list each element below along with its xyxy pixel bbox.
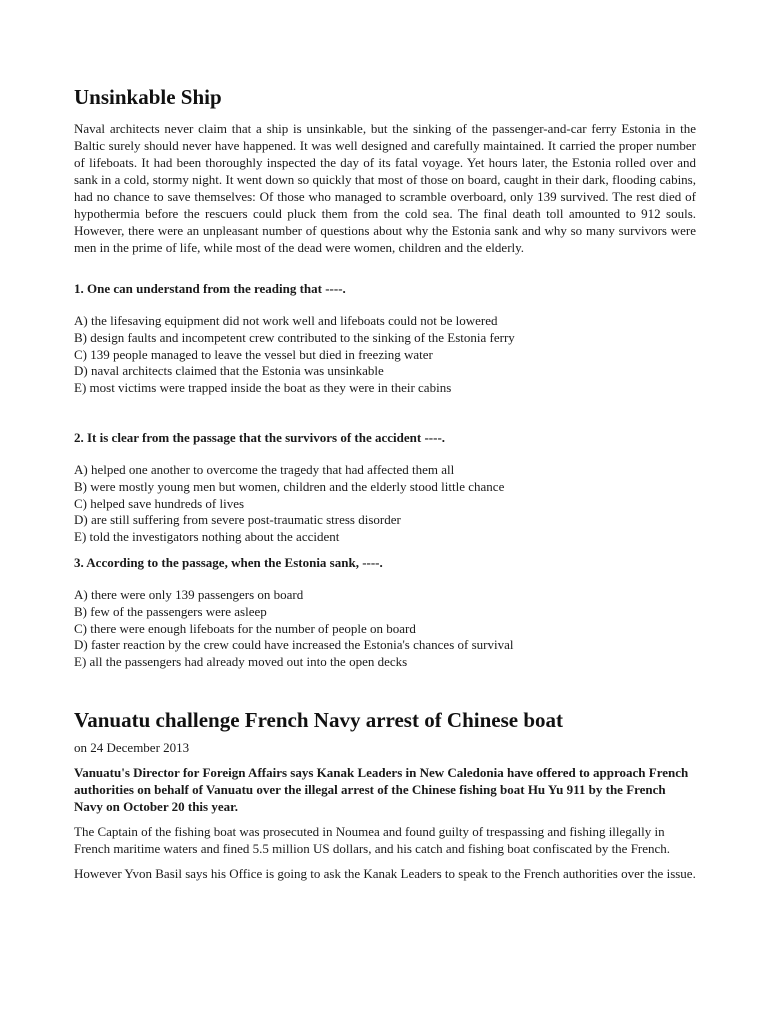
- question-3-option-e: E) all the passengers had already moved out into the open decks: [74, 654, 408, 670]
- question-1-option-d: D) naval architects claimed that the Estonia was unsinkable: [74, 363, 384, 379]
- question-3-option-b: B) few of the passengers were asleep: [74, 603, 267, 619]
- question-1-option-b: B) design faults and incompetent crew contributed to the sinking of the Estonia ferry: [74, 329, 515, 345]
- question-1: 1. One can understand from the reading that ----.: [74, 281, 346, 296]
- question-2-option-d: D) are still suffering from severe post-traumatic stress disorder: [74, 512, 401, 528]
- article-title: Unsinkable Ship: [74, 85, 222, 109]
- question-2: 2. It is clear from the passage that the survivors of the accident ----.: [74, 429, 446, 445]
- question-1-options: [74, 313, 696, 397]
- question-2-option-e: E) told the investigators nothing about the accident: [74, 529, 340, 545]
- question-2-options: [74, 462, 696, 546]
- question-3: 3. According to the passage, when the Estonia sank, ----.: [74, 554, 383, 570]
- question-2-option-c: C) helped save hundreds of lives: [74, 495, 245, 511]
- question-3-options: [74, 587, 696, 671]
- question-1-option-c: C) 139 people managed to leave the vessel but died in freezing water: [74, 346, 433, 362]
- question-1-option-a: A) the lifesaving equipment did not work well and lifeboats could not be lowered: [74, 313, 498, 328]
- news-byline: on 24 December 2013: [74, 739, 190, 755]
- document-page: [74, 84, 696, 882]
- question-2-option-a: A) helped one another to overcome the tragedy that had affected them all: [74, 461, 455, 477]
- question-1-option-e: E) most victims were trapped inside the boat as they were in their cabins: [74, 380, 452, 396]
- question-3-option-a: A) there were only 139 passengers on board: [74, 586, 304, 602]
- news-headline: Vanuatu challenge French Navy arrest of Chinese boat: [74, 707, 564, 732]
- question-3-option-c: C) there were enough lifeboats for the number of people on board: [74, 620, 416, 636]
- question-3-option-d: D) faster reaction by the crew could have increased the Estonia's chances of survival: [74, 637, 514, 653]
- news-paragraph-2: However Yvon Basil says his Office is going to ask the Kanak Leaders to speak to the French authorities over the issue.: [74, 865, 696, 881]
- news-paragraph-1: The Captain of the fishing boat was prosecuted in Noumea and found guilty of trespassing and fishing illegally in French maritime waters and fined 5.5 million US dollars, and his catch and fishing boat confiscated by the French.: [74, 823, 671, 856]
- article-paragraph: Naval architects never claim that a ship is unsinkable, but the sinking of the passenger-and-car ferry Estonia in the Baltic surely should never have happened. It was well designed and carefully maintained. It carried the proper number of lifeboats. It had been thoroughly inspected the day of its fatal voyage. Yet hours later, the Estonia rolled over and sank in a cold, stormy night. It went down so quickly that most of those on board, caught in their dark, flooding cabins, had no chance to save themselves: Of those who managed to scramble overboard, only 139 survived. The rest died of hypothermia before the rescuers could pluck them from the cold sea. The final death toll amounted to 912 souls. However, there were an unpleasant number of questions about why the Estonia sank and why so many survivors were men in the prime of life, while most of the dead were women, children and the elderly.: [74, 121, 696, 255]
- question-2-option-b: B) were mostly young men but women, children and the elderly stood little chance: [74, 478, 505, 494]
- news-lead: Vanuatu's Director for Foreign Affairs says Kanak Leaders in New Caledonia have offered to approach French authorities on behalf of Vanuatu over the illegal arrest of the Chinese fishing boat Hu Yu 911 by the French Navy on October 20 this year.: [74, 764, 689, 814]
